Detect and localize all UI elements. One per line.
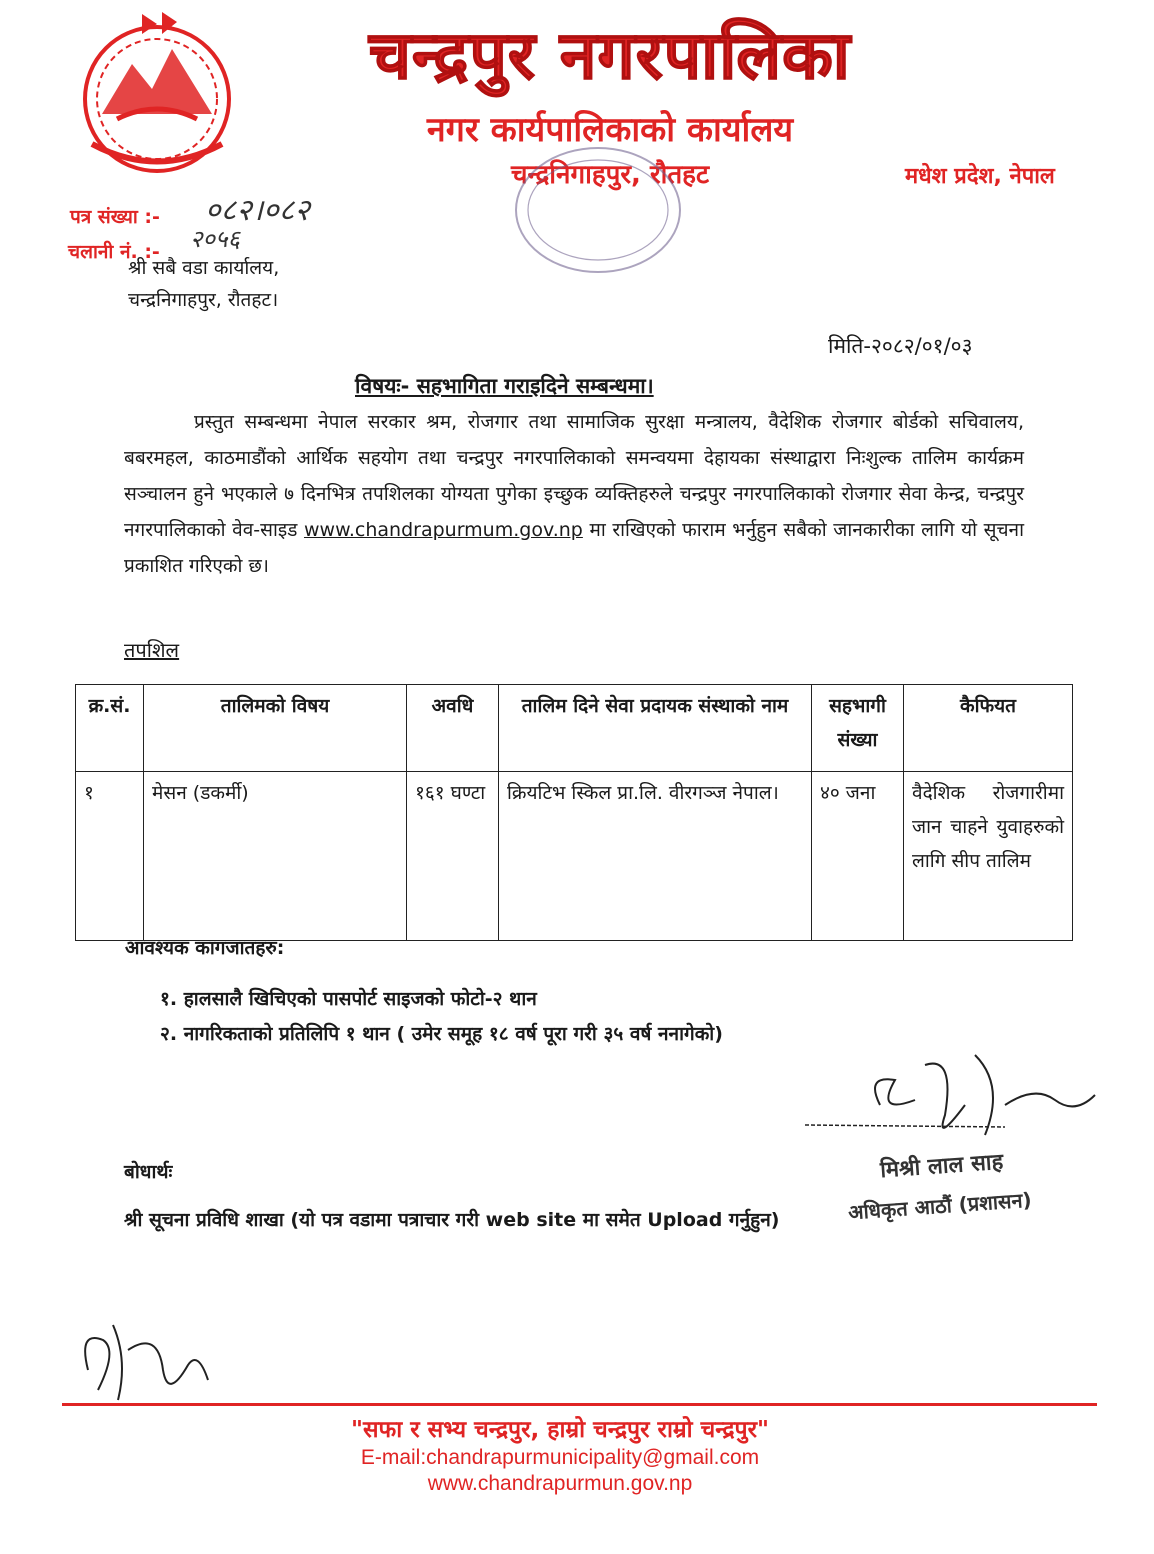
details-heading: तपशिल <box>124 638 180 662</box>
header-remarks: कैफियत <box>904 685 1073 772</box>
document-item: १. हालसालै खिचिएको पासपोर्ट साइजको फोटो-२ थान <box>160 988 537 1010</box>
letter-subject: विषयः- सहभागिता गराइदिने सम्बन्धमा। <box>355 374 654 398</box>
municipality-name: चन्द्रपुर नगरपालिका <box>369 17 851 94</box>
initials-signature <box>68 1310 218 1410</box>
recipient-line-1: श्री सबै वडा कार्यालय, <box>128 257 280 279</box>
document-item: २. नागरिकताको प्रतिलिपि १ थान ( उमेर समूह १८ वर्ष पूरा गरी ३५ वर्ष ननागेको) <box>160 1023 723 1045</box>
cell-duration: १६१ घण्टा <box>407 772 499 941</box>
recipient-line-2: चन्द्रनिगाहपुर, रौतहट। <box>128 289 279 311</box>
footer-divider <box>62 1403 1097 1406</box>
header-provider: तालिम दिने सेवा प्रदायक संस्थाको नाम <box>499 685 812 772</box>
footer-website: www.chandrapurmun.gov.np <box>427 1472 693 1495</box>
office-stamp <box>508 140 688 280</box>
cell-sn: १ <box>76 772 144 941</box>
dispatch-number-label: चलानी नं. :- <box>68 241 160 263</box>
footer-slogan: "सफा र सभ्य चन्द्रपुर, हाम्रो चन्द्रपुर राम्रो चन्द्रपुर" <box>351 1417 769 1443</box>
body-text-1: प्रस्तुत सम्बन्धमा नेपाल सरकार श्रम, रोजगार तथा सामाजिक सुरक्षा मन्त्रालय, वैदेशिक रोजगार बोर्डको सचिवालय, बबरमहल, काठमाडौंको आर्थिक सहयोग तथा चन्द्रपुर नगरपालिकाको समन्वयमा देहायका संस्थाद्वारा निःशुल्क तालिम कार्यक्रम सञ्चालन हुने भएकाले ७ दिनभित्र तपशिलका योग्यता पुगेका इच्छुक व्यक्तिहरुले चन्द्रपुर नगरपालिकाको रोजगार सेवा केन्द्र, चन्द्रपुर नगरपालिकाको वेव-साइड <box>124 411 1024 541</box>
province-name: मधेश प्रदेश, नेपाल <box>905 164 1055 189</box>
cell-participants: ४० जना <box>812 772 904 941</box>
officer-name: मिश्री लाल साह <box>879 1149 1005 1184</box>
header-duration: अवधि <box>407 685 499 772</box>
training-table <box>75 684 1073 941</box>
office-location: चन्द्रनिगाहपुर, रौतहट <box>510 160 710 190</box>
signature <box>805 1045 1105 1155</box>
body-paragraph <box>124 404 1024 584</box>
cell-subject: मेसन (डकर्मी) <box>144 772 407 941</box>
cc-recipient: श्री सूचना प्रविधि शाखा (यो पत्र वडामा पत्राचार गरी web site मा समेत Upload गर्नुहुन) <box>124 1209 780 1231</box>
nepal-emblem-logo <box>62 4 252 179</box>
header-participants: सहभागी संख्या <box>812 685 904 772</box>
letter-date: मिति-२०८२/०१/०३ <box>828 334 973 358</box>
letter-number-label: पत्र संख्या :- <box>70 206 160 228</box>
dispatch-number-value: २०५६ <box>190 225 240 253</box>
table-header-row <box>76 685 1073 772</box>
table-row <box>76 772 1073 941</box>
body-text-2: मा राखिएको फाराम भर्नुहुन सबैको जानकारीका लागि यो सूचना प्रकाशित गरिएको छ। <box>124 519 1024 577</box>
required-documents-title: आवश्यक कागजातहरु: <box>125 937 285 959</box>
cell-provider: क्रियटिभ स्किल प्रा.लि. वीरगञ्ज नेपाल। <box>499 772 812 941</box>
cc-label: बोधार्थः <box>124 1161 173 1183</box>
cell-remarks: वैदेशिक रोजगारीमा जान चाहने युवाहरुको लागि सीप तालिम <box>904 772 1073 941</box>
body-url: www.chandrapurmum.gov.np <box>303 519 583 541</box>
office-name: नगर कार्यपालिकाको कार्यालय <box>426 110 794 150</box>
letter-number-value: ०८२।०८२ <box>205 193 310 228</box>
footer-email: E-mail:chandrapurmunicipality@gmail.com <box>360 1446 760 1469</box>
header-sn: क्र.सं. <box>76 685 144 772</box>
header-subject: तालिमको विषय <box>144 685 407 772</box>
officer-title: अधिकृत आठौं (प्रशासन) <box>847 1187 1033 1225</box>
